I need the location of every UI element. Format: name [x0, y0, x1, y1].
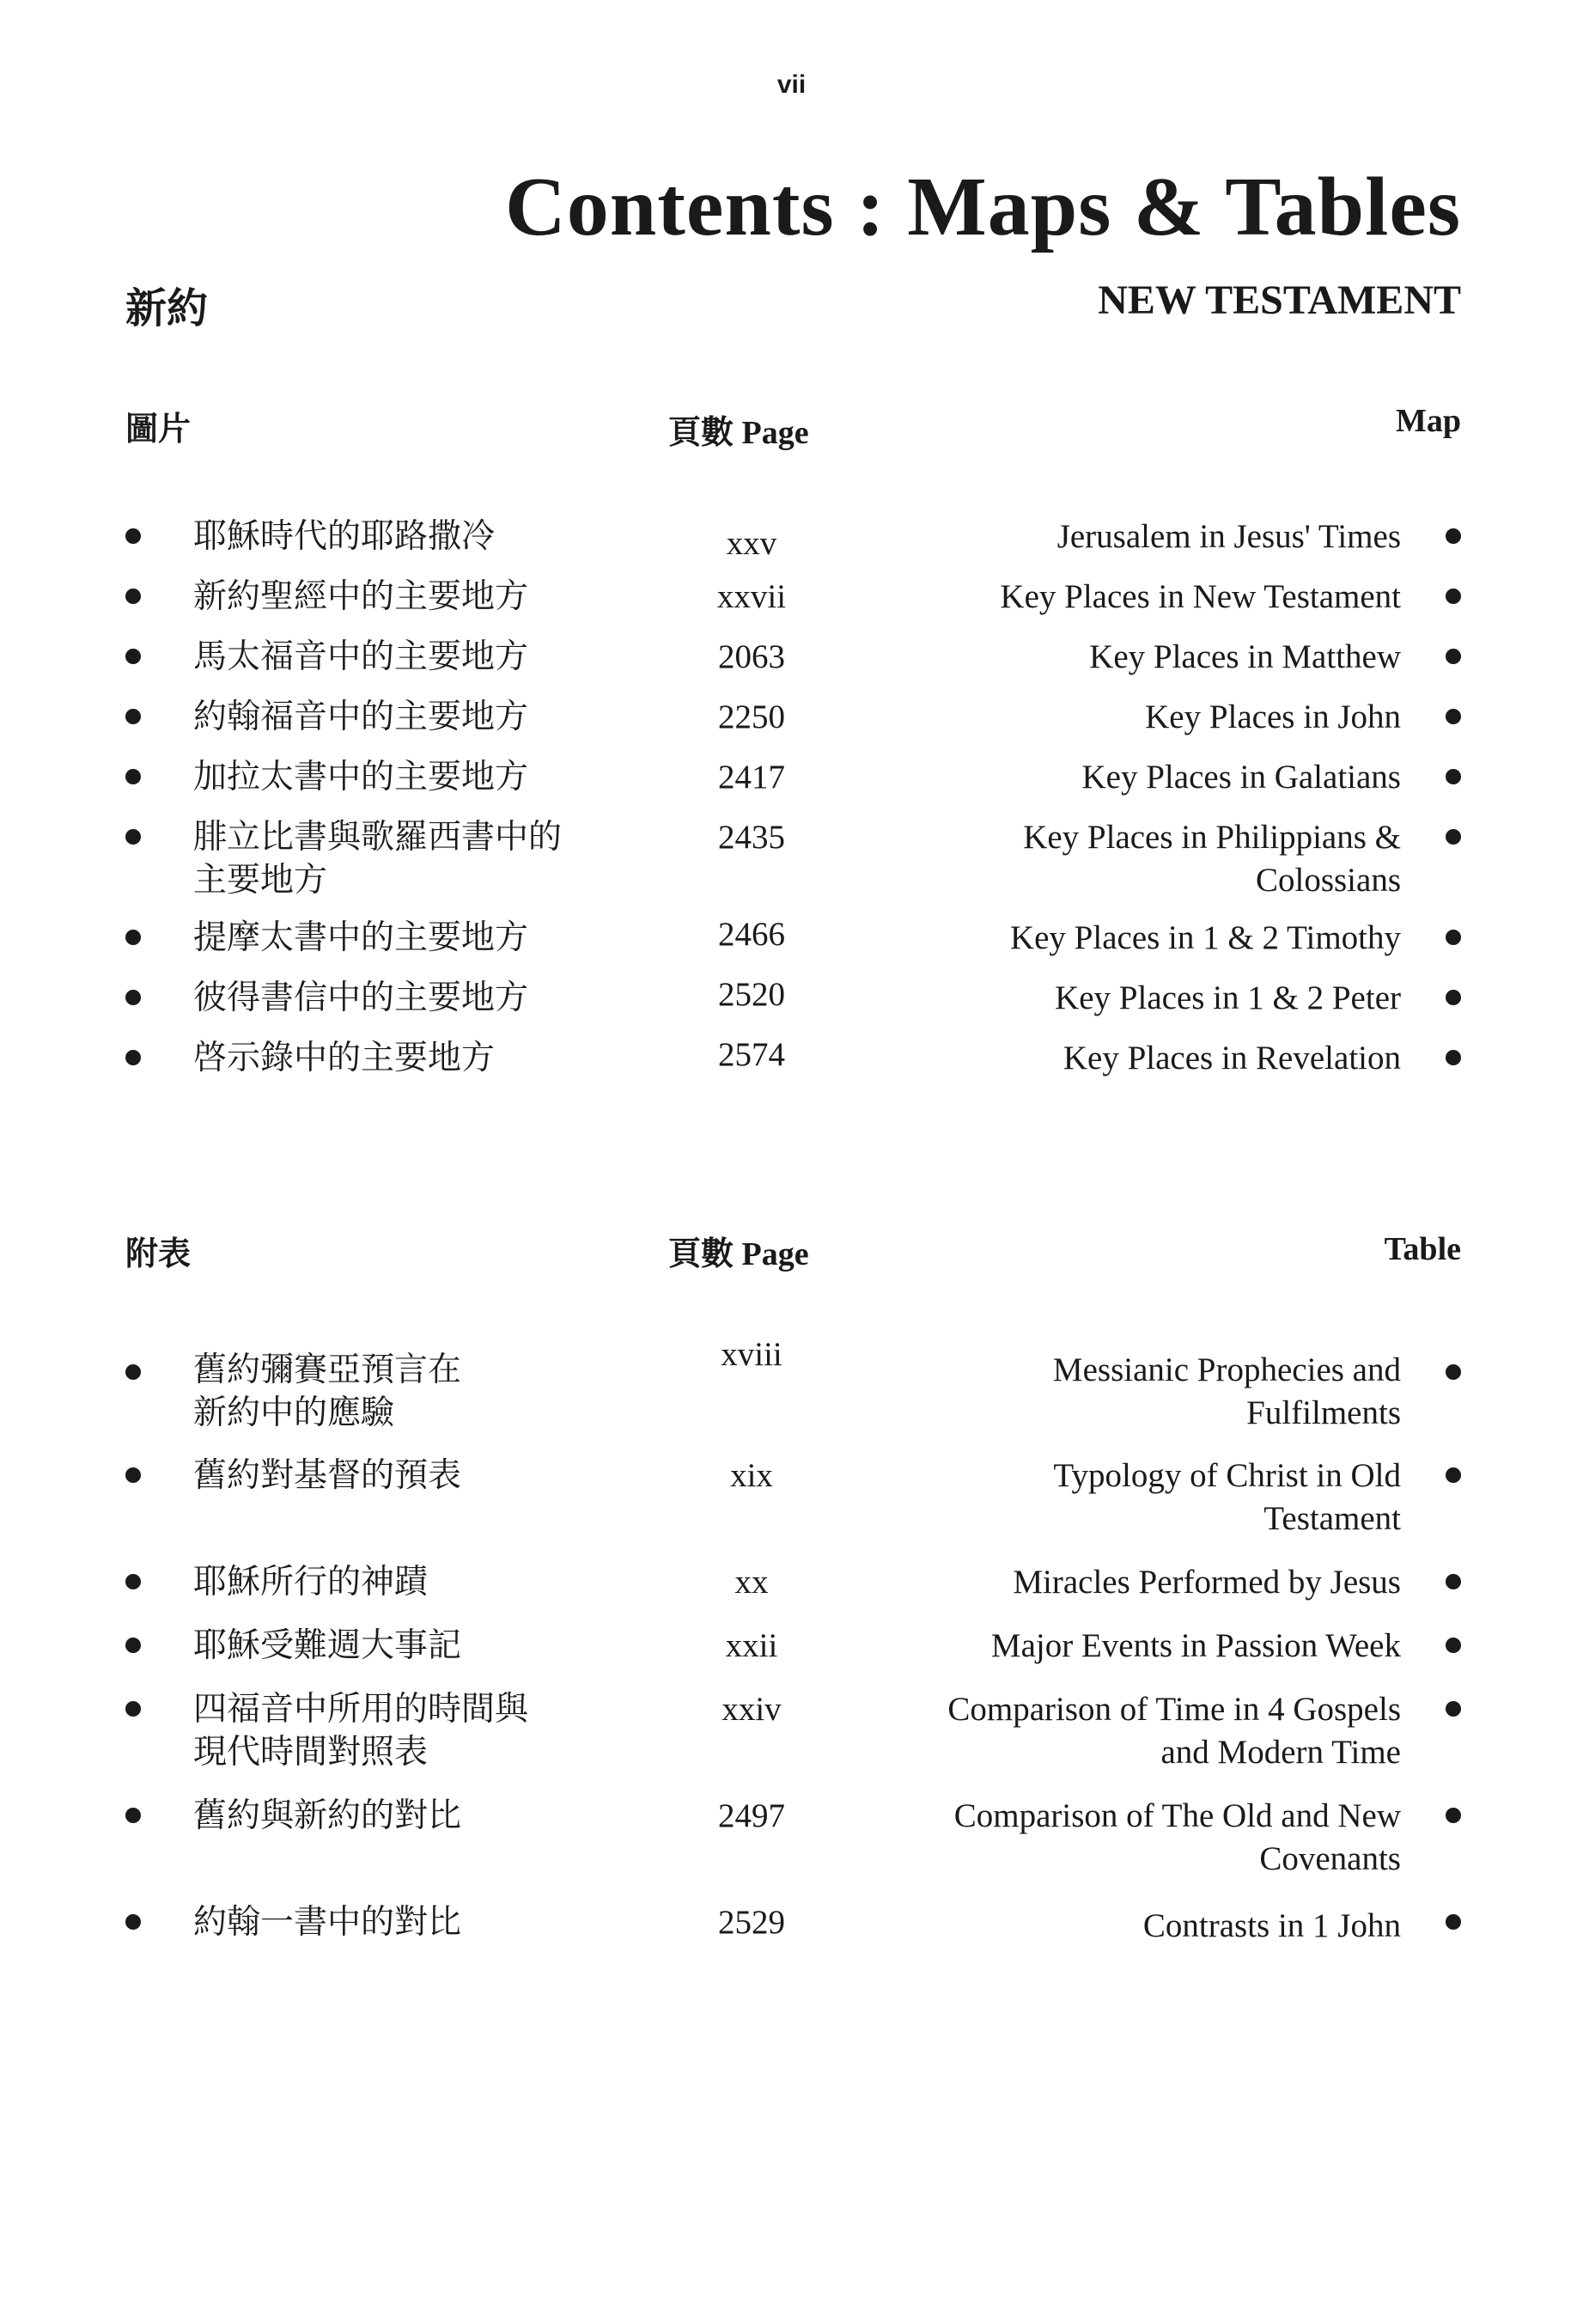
bullet-icon	[125, 1808, 141, 1823]
maps-header-english: Map	[1396, 403, 1461, 439]
maps-section-header	[0, 402, 1583, 454]
list-item	[0, 977, 1583, 1037]
bullet-icon	[1446, 1914, 1461, 1930]
item-title-english: Key Places in 1 & 2 Peter	[1055, 979, 1401, 1016]
item-title-english: Key Places in Galatians	[1081, 759, 1401, 796]
maps-list	[0, 515, 1583, 1097]
item-page-number: 2417	[718, 759, 785, 796]
list-item	[0, 1455, 1583, 1561]
item-page-number: 2497	[718, 1797, 785, 1834]
item-title-english: Key Places in Matthew	[1089, 638, 1401, 675]
item-page-number: 2466	[718, 916, 785, 953]
item-page-number: 2529	[718, 1904, 785, 1941]
item-title-chinese: 新約聖經中的主要地方	[193, 578, 529, 615]
bullet-icon	[1446, 829, 1461, 845]
bullet-icon	[1446, 990, 1461, 1005]
bullet-icon	[125, 649, 141, 664]
list-item	[0, 1561, 1583, 1625]
item-title-english: Key Places in 1 & 2 Timothy	[1009, 919, 1401, 956]
item-title-chinese: 舊約彌賽亞預言在 新約中的應驗	[193, 1351, 462, 1431]
item-page-number: xx	[734, 1564, 769, 1601]
bullet-icon	[1446, 528, 1461, 544]
item-page-number: xxiv	[721, 1691, 782, 1728]
page-number: vii	[776, 70, 807, 99]
bullet-icon	[1446, 1701, 1461, 1717]
item-page-number: xviii	[721, 1336, 782, 1373]
item-title-chinese: 舊約與新約的對比	[193, 1797, 462, 1834]
item-title-chinese: 約翰一書中的對比	[193, 1904, 462, 1941]
item-title-chinese: 耶穌時代的耶路撒冷	[193, 518, 496, 555]
tables-header-chinese: 附表	[125, 1236, 192, 1272]
list-item	[0, 816, 1583, 917]
bullet-icon	[1446, 1467, 1461, 1483]
list-item	[0, 696, 1583, 756]
item-title-english: Comparison of Time in 4 Gospels and Modern Time	[947, 1691, 1401, 1771]
item-title-english: Contrasts in 1 John	[1142, 1907, 1401, 1944]
list-item	[0, 515, 1583, 576]
tables-list	[0, 1336, 1583, 1965]
bullet-icon	[125, 1050, 141, 1065]
bullet-icon	[125, 829, 141, 845]
list-item	[0, 917, 1583, 977]
list-item	[0, 1688, 1583, 1795]
item-title-english: Typology of Christ in Old Testament	[1053, 1457, 1401, 1537]
bullet-icon	[125, 930, 141, 945]
item-title-english: Major Events in Passion Week	[990, 1627, 1401, 1664]
maps-header-chinese: 圖片	[125, 412, 192, 448]
bullet-icon	[125, 1638, 141, 1653]
testament-heading-english: NEW TESTAMENT	[1098, 278, 1461, 323]
item-title-chinese: 加拉太書中的主要地方	[193, 759, 529, 796]
item-page-number: 2520	[718, 976, 785, 1013]
list-item	[0, 1336, 1583, 1455]
item-title-english: Key Places in Revelation	[1062, 1040, 1401, 1077]
item-page-number: xxv	[726, 525, 777, 562]
bullet-icon	[125, 990, 141, 1005]
item-title-english: Key Places in John	[1145, 698, 1401, 735]
list-item	[0, 1625, 1583, 1688]
item-page-number: 2435	[718, 819, 785, 856]
item-title-chinese: 耶穌所行的神蹟	[193, 1564, 429, 1601]
bullet-icon	[125, 589, 141, 604]
bullet-icon	[1446, 649, 1461, 664]
bullet-icon	[1446, 769, 1461, 784]
tables-section-header	[0, 1227, 1583, 1278]
bullet-icon	[1446, 709, 1461, 724]
bullet-icon	[125, 1574, 141, 1589]
item-title-chinese: 彼得書信中的主要地方	[193, 979, 529, 1016]
bullet-icon	[125, 1914, 141, 1930]
bullet-icon	[125, 769, 141, 784]
item-title-english: Comparison of The Old and New Covenants	[953, 1797, 1401, 1877]
bullet-icon	[1446, 1574, 1461, 1589]
item-page-number: 2250	[718, 698, 785, 735]
bullet-icon	[1446, 1050, 1461, 1065]
testament-heading-chinese: 新約	[125, 286, 209, 332]
item-page-number: xxvii	[716, 578, 787, 615]
bullet-icon	[125, 1701, 141, 1717]
item-title-chinese: 馬太福音中的主要地方	[193, 638, 529, 675]
item-title-english: Jerusalem in Jesus' Times	[1056, 518, 1401, 555]
bullet-icon	[1446, 589, 1461, 604]
item-title-chinese: 提摩太書中的主要地方	[193, 919, 529, 956]
bullet-icon	[1446, 930, 1461, 945]
maps-header-page: 頁數 Page	[668, 415, 809, 451]
bullet-icon	[1446, 1808, 1461, 1823]
item-page-number: xix	[730, 1457, 773, 1494]
bullet-icon	[125, 1467, 141, 1483]
list-item	[0, 576, 1583, 636]
item-title-english: Key Places in Philippians & Colossians	[1023, 819, 1401, 899]
item-title-english: Key Places in New Testament	[1000, 578, 1401, 615]
bullet-icon	[125, 709, 141, 724]
list-item	[0, 756, 1583, 816]
item-page-number: 2574	[718, 1036, 785, 1073]
item-page-number: xxii	[725, 1627, 778, 1664]
item-title-chinese: 舊約對基督的預表	[193, 1457, 462, 1494]
list-item	[0, 1037, 1583, 1097]
bullet-icon	[125, 528, 141, 544]
tables-header-page: 頁數 Page	[668, 1236, 809, 1272]
list-item	[0, 1795, 1583, 1901]
list-item	[0, 1901, 1583, 1965]
item-title-english: Messianic Prophecies and Fulfilments	[1052, 1351, 1401, 1431]
bullet-icon	[1446, 1364, 1461, 1380]
page-title: Contents : Maps & Tables	[504, 161, 1461, 253]
item-title-chinese: 腓立比書與歌羅西書中的 主要地方	[193, 819, 563, 899]
item-title-english: Miracles Performed by Jesus	[1013, 1564, 1401, 1601]
item-title-chinese: 啓示錄中的主要地方	[193, 1040, 496, 1077]
item-title-chinese: 四福音中所用的時間與 現代時間對照表	[193, 1691, 529, 1771]
item-title-chinese: 約翰福音中的主要地方	[193, 698, 529, 735]
list-item	[0, 636, 1583, 696]
item-title-chinese: 耶穌受難週大事記	[193, 1627, 462, 1664]
tables-header-english: Table	[1384, 1231, 1461, 1267]
bullet-icon	[125, 1364, 141, 1380]
item-page-number: 2063	[718, 638, 785, 675]
bullet-icon	[1446, 1638, 1461, 1653]
